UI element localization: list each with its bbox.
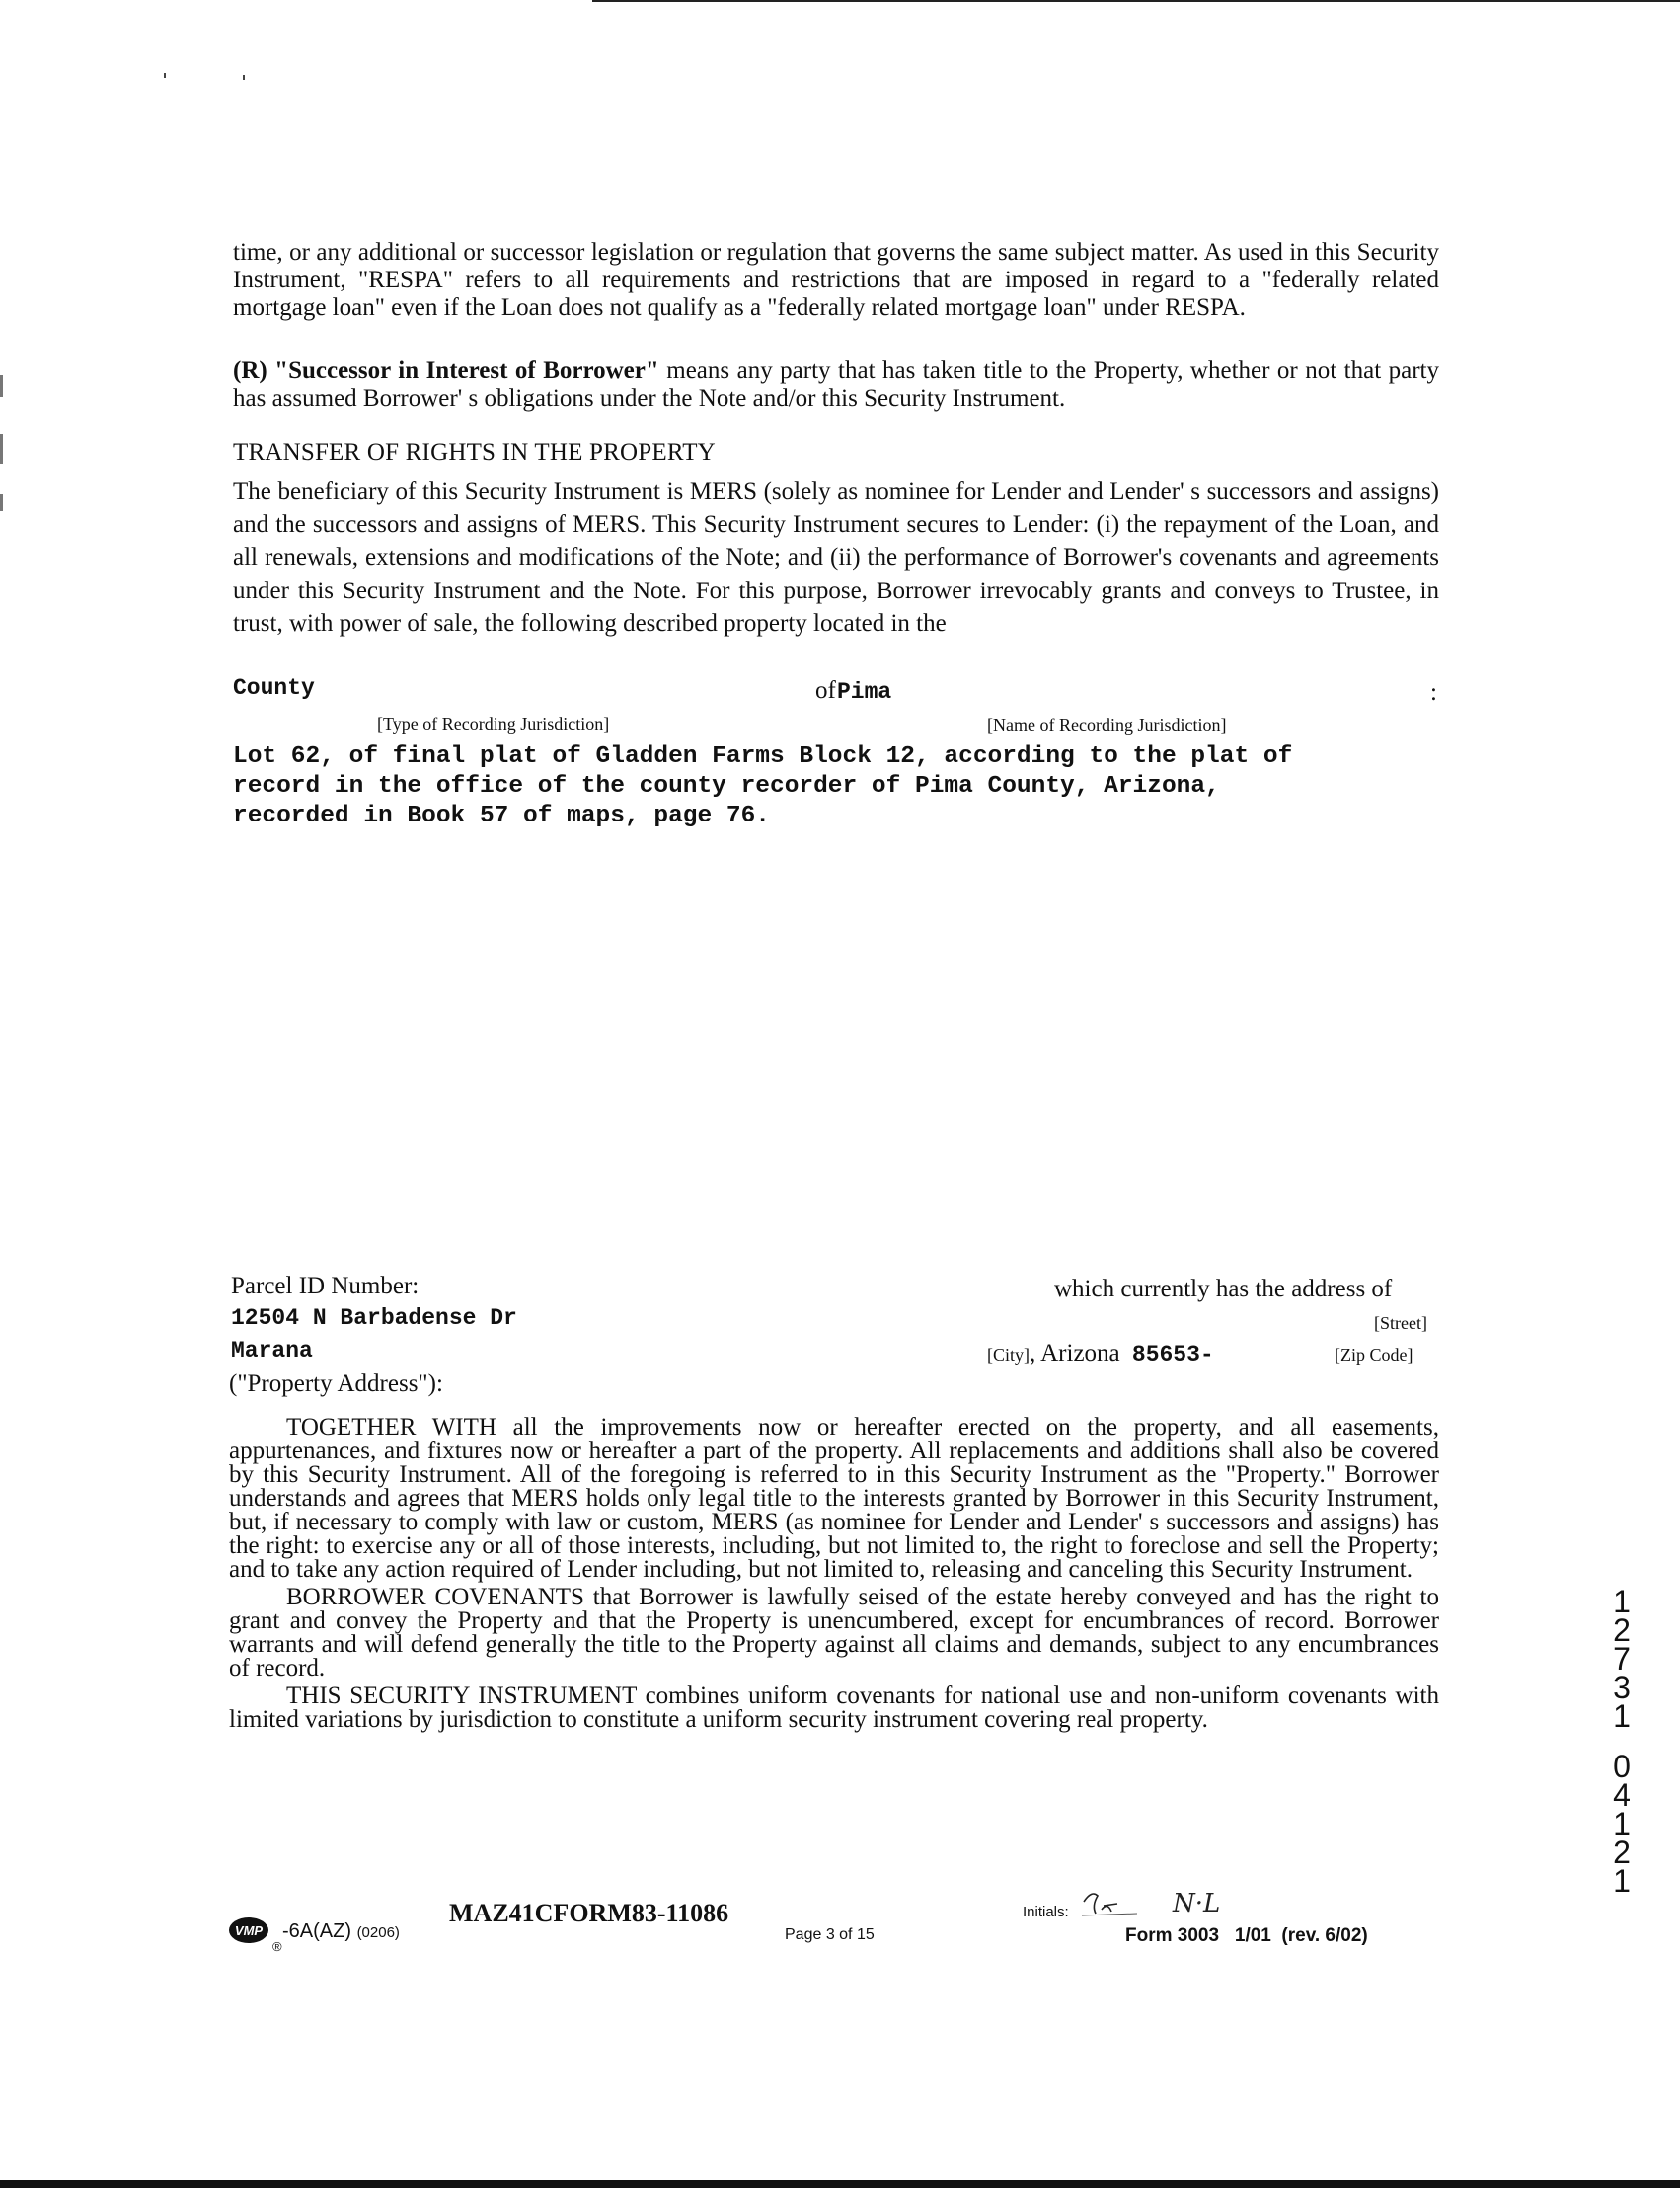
street-caption: [Street] [1374, 1313, 1427, 1333]
recording-digit: 0 [1613, 1749, 1631, 1784]
registered-mark: ® [272, 1939, 282, 1954]
recording-digit: 2 [1613, 1835, 1631, 1870]
recording-digit: 1 [1613, 1698, 1631, 1734]
body-section [229, 1416, 1439, 1732]
legal-description: Lot 62, of final plat of Gladden Farms Block 12, according to the plat of record in the office of the county recorder of Pima County, Arizona, recorded in Book 57 of maps, page 76. [233, 743, 1293, 829]
city-value: Marana [231, 1338, 313, 1364]
city-state-line [987, 1340, 1214, 1368]
scan-edge-mark [0, 375, 3, 397]
recording-number [1607, 1584, 1637, 1899]
successor-term: (R) "Successor in Interest of Borrower" [233, 357, 659, 384]
zip-caption: [Zip Code] [1335, 1345, 1413, 1365]
page-number: Page 3 of 15 [785, 1926, 875, 1943]
transfer-heading: TRANSFER OF RIGHTS IN THE PROPERTY [233, 439, 716, 466]
bottom-edge-line [0, 2180, 1680, 2188]
name-caption: [Name of Recording Jurisdiction] [987, 715, 1227, 735]
recording-digit: 1 [1613, 1584, 1631, 1619]
recording-digit: 2 [1613, 1612, 1631, 1648]
initials-mark: N·L [1173, 1889, 1221, 1918]
scan-edge-mark [0, 494, 3, 511]
respa-text: time, or any additional or successor legislation or regulation that governs the same subject matter. As used in this Security Instrument, "RESPA" refers to all requirements and restrictions that are imposed in regard to a "federally related mortgage loan" even if the Loan does not qualify as a "federally related mortgage loan" under RESPA. [233, 239, 1439, 321]
state-text: , Arizona [1030, 1340, 1120, 1367]
successor-definition: means any party that has taken title to the Property, whether or not that party has assumed Borrower' s obligations under the Note and/or this Security Instrument. [233, 357, 1439, 412]
property-address-label: ("Property Address"): [229, 1370, 443, 1397]
parcel-id-label: Parcel ID Number: [231, 1273, 420, 1299]
jurisdiction-colon: : [1430, 679, 1437, 706]
form-number: Form 3003 1/01 (rev. 6/02) [1125, 1925, 1368, 1946]
transfer-paragraph: The beneficiary of this Security Instrument is MERS (solely as nominee for Lender and Lender' s successors and assigns) and the successors and assigns of MERS. This Security Instrument secures to Lender: (i) the repayment of the Loan, and all renewals, extensions and modifications of the Note; and (ii) the performance of Borrower's covenants and agreements under this Security Instrument and the Note. For this purpose, Borrower irrevocably grants and conveys to Trustee, in trust, with power of sale, the following described property located in the [233, 478, 1439, 637]
street-address: 12504 N Barbadense Dr [231, 1305, 517, 1331]
jurisdiction-type: County [233, 675, 315, 701]
form-code [282, 1920, 400, 1943]
zip-value: 85653- [1131, 1342, 1214, 1368]
address-intro: which currently has the address of [1054, 1276, 1393, 1302]
top-edge-line [592, 0, 1680, 2]
form-id: MAZ41CFORM83-11086 [449, 1899, 729, 1927]
recording-digit: 3 [1613, 1670, 1631, 1705]
form-date: (0206) [356, 1924, 400, 1941]
form-code-text: -6A(AZ) [282, 1920, 351, 1942]
together-paragraph: TOGETHER WITH all the improvements now or hereafter erected on the property, and all easements, appurtenances, and fixtures now or hereafter a part of the property. All replacements and additions shall also be covered by this Security Instrument. All of the foregoing is referred to in this Security Instrument as the "Property." Borrower understands and agrees that MERS holds only legal title to the interests granted by Borrower in this Security Instrument, but, if necessary to comply with law or custom, MERS (as nominee for Lender and Lender' s successors and assigns) has the right: to exercise any or all of those interests, including, but not limited to, the right to foreclose and sell the Property; and to take any action required of Lender including, but not limited to, releasing and canceling this Security Instrument. [229, 1414, 1439, 1583]
respa-paragraph [233, 239, 1439, 322]
scan-speck [243, 75, 245, 80]
recording-digit: 4 [1613, 1777, 1631, 1813]
initials-label: Initials: [1023, 1904, 1069, 1920]
recording-digit: 7 [1613, 1641, 1631, 1677]
jurisdiction-name: Pima [837, 679, 892, 705]
recording-digit: 1 [1613, 1806, 1631, 1841]
scan-speck [164, 73, 166, 78]
recording-digit: 1 [1613, 1863, 1631, 1899]
initials-signature-icon [1078, 1884, 1256, 1923]
recording-digit-group-1 [1607, 1584, 1637, 1734]
recording-digit-group-2 [1607, 1749, 1637, 1899]
initials-signature [1078, 1884, 1256, 1923]
instrument-paragraph: THIS SECURITY INSTRUMENT combines uniform covenants for national use and non-uniform covenants with limited variations by jurisdiction to constitute a uniform security instrument covering real property. [229, 1682, 1439, 1733]
type-caption: [Type of Recording Jurisdiction] [377, 714, 610, 734]
covenants-paragraph: BORROWER COVENANTS that Borrower is lawfully seised of the estate hereby conveyed and has the right to grant and convey the Property and that the Property is unencumbered, except for encumbrances of record. Borrower warrants and will defend generally the title to the Property against all claims and demands, subject to any encumbrances of record. [229, 1584, 1439, 1681]
jurisdiction-of-label: of [815, 677, 836, 704]
successor-paragraph [233, 357, 1439, 413]
scan-edge-mark [0, 434, 3, 464]
city-caption: [City] [987, 1345, 1030, 1365]
vmp-logo-text: VMP [234, 1923, 264, 1938]
